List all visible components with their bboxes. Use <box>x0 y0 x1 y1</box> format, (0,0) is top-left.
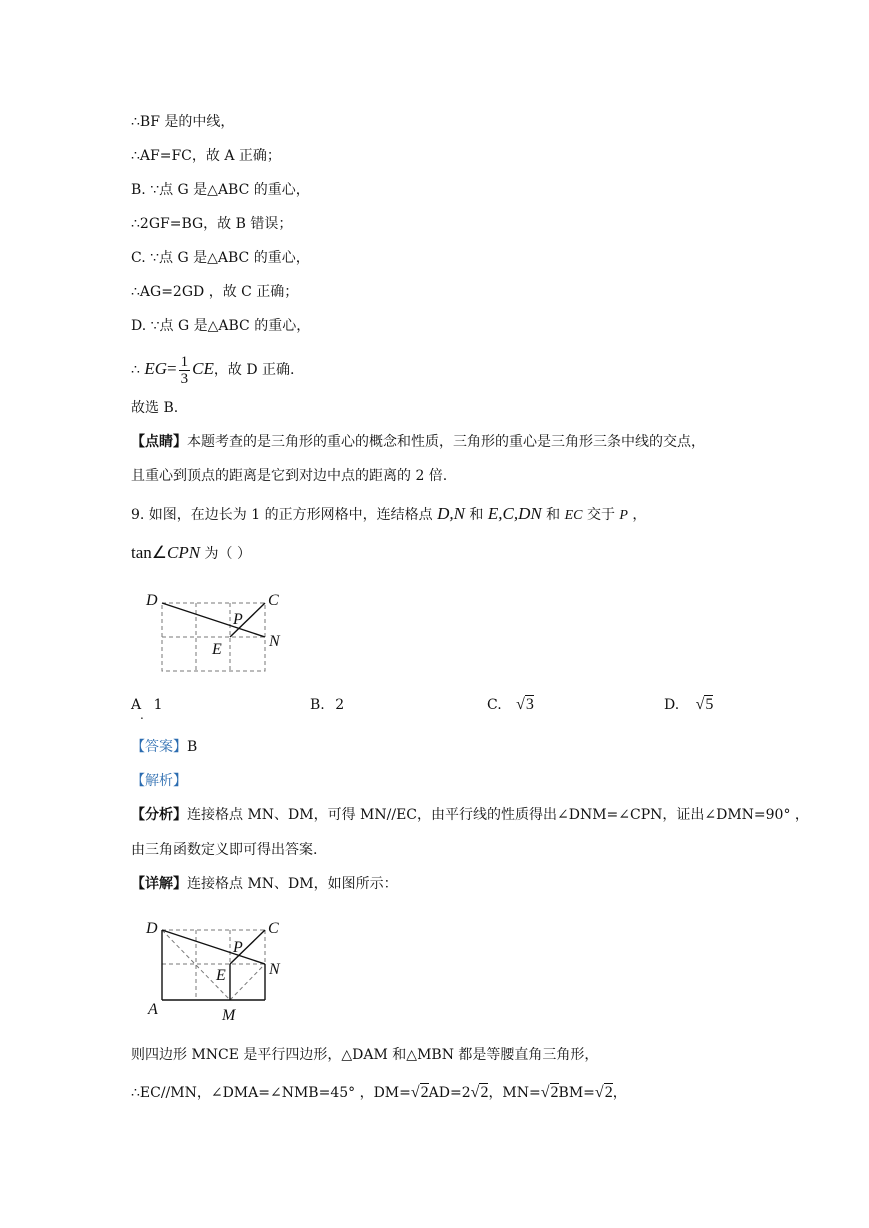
sqrt-two: √2 <box>470 1084 489 1101</box>
radicand: 2 <box>420 1084 429 1101</box>
radicand: 2 <box>550 1084 559 1101</box>
option-d[interactable] <box>664 695 713 715</box>
label-d: D <box>146 592 158 609</box>
option-a[interactable] <box>131 695 163 722</box>
question-9 <box>131 504 646 526</box>
math-cpn: CPN <box>167 543 201 562</box>
analysis-heading <box>131 771 187 791</box>
label-e: E <box>212 641 222 658</box>
math-equals: = <box>167 359 177 378</box>
final-text: ，MN= <box>488 1085 541 1101</box>
label-c: C <box>268 592 279 609</box>
label-n: N <box>269 961 280 978</box>
fenxi-line-2: 由三角函数定义即可得出答案. <box>131 842 318 858</box>
sqrt-five: √5 <box>695 696 714 713</box>
question-text: 交于 <box>582 507 620 523</box>
question-blank: 为（ ） <box>200 546 251 562</box>
label-m: M <box>222 1007 236 1024</box>
fraction-denominator: 3 <box>180 370 189 387</box>
option-c[interactable] <box>487 695 534 715</box>
segment-dn <box>162 930 265 964</box>
sqrt-three: √3 <box>516 696 534 713</box>
final-text: ， <box>612 1085 627 1101</box>
fraction-line <box>131 352 294 387</box>
therefore-symbol: ∴ <box>131 362 140 378</box>
grid-figure-1 <box>140 588 290 676</box>
question-text: 和 <box>464 507 488 523</box>
final-text: ∴EC//MN，∠DMA=∠NMB=45° ，DM= <box>131 1085 411 1101</box>
comment-tag: 【点睛】 <box>131 434 187 450</box>
math-dn: D,N <box>437 504 465 523</box>
math-ce: CE <box>192 359 214 378</box>
fenxi-tag: 【分析】 <box>131 807 187 823</box>
solution-line: B. ∵点 G 是△ABC 的重心， <box>131 182 310 198</box>
answer-tag: 【答案】 <box>131 739 187 755</box>
solution-line: D. ∵点 G 是△ABC 的重心， <box>131 318 311 334</box>
solution-line: ∴AG=2GD ，故 C 正确； <box>131 284 299 300</box>
option-c-label: C. <box>487 697 502 713</box>
option-d-label: D. <box>664 697 680 713</box>
question-9-tan <box>131 543 251 564</box>
label-e: E <box>216 967 226 984</box>
segment-dn <box>162 603 265 637</box>
conclusion-line: 则四边形 MNCE 是平行四边形，△DAM 和△MBN 都是等腰直角三角形， <box>131 1047 599 1063</box>
conclusion-text: ，故 D 正确. <box>213 362 295 378</box>
question-text: 和 <box>541 507 565 523</box>
math-ec-dn: E,C,DN <box>487 504 542 523</box>
xiangjie-line <box>131 874 398 894</box>
option-a-label: A <box>131 697 142 713</box>
math-tan: tan∠ <box>131 543 168 562</box>
option-a-value: 1 <box>153 697 163 713</box>
comment-text: 本题考查的是三角形的重心的概念和性质，三角形的重心是三角形三条中线的交点， <box>187 434 705 450</box>
final-text: BM= <box>558 1085 595 1101</box>
xiangjie-tag: 【详解】 <box>131 876 187 892</box>
solution-line: ∴BF 是的中线， <box>131 114 235 130</box>
math-p: P <box>619 508 628 523</box>
comment-line: 且重心到顶点的距离是它到对边中点的距离的 2 倍. <box>131 468 448 484</box>
answer-value: B <box>187 739 198 755</box>
math-eg: EG <box>144 359 168 378</box>
grid-figure-2 <box>140 916 300 1026</box>
math-ec: EC <box>564 508 583 523</box>
fraction-one-third <box>179 354 191 387</box>
option-b-value: 2 <box>335 697 345 713</box>
label-c: C <box>268 920 279 937</box>
radicand: 5 <box>705 696 714 713</box>
fenxi-line <box>131 805 809 825</box>
option-b-label: B. <box>310 697 325 713</box>
answer-line <box>131 737 197 757</box>
label-a: A <box>148 1001 158 1018</box>
solution-line: ∴2GF=BG，故 B 错误； <box>131 216 293 232</box>
radicand: 3 <box>525 696 534 713</box>
radicand: 2 <box>604 1084 613 1101</box>
fenxi-text: 连接格点 MN、DM，可得 MN//EC，由平行线的性质得出∠DNM=∠CPN，证出∠DMN=90° ， <box>187 807 809 823</box>
segment-mn <box>230 964 265 1000</box>
label-d: D <box>146 920 158 937</box>
sqrt-two: √2 <box>594 1084 613 1101</box>
label-p: P <box>233 611 243 628</box>
question-text: 9. 如图，在边长为 1 的正方形网格中，连结格点 <box>131 507 438 523</box>
solution-line: ∴AF=FC，故 A 正确； <box>131 148 281 164</box>
xiangjie-text: 连接格点 MN、DM，如图所示： <box>187 876 398 892</box>
question-text: ， <box>627 507 647 523</box>
radicand: 2 <box>480 1084 489 1101</box>
sqrt-two: √2 <box>540 1084 559 1101</box>
option-a-dot: . <box>140 708 144 722</box>
analysis-tag: 【解析】 <box>131 773 187 789</box>
option-b[interactable] <box>310 695 344 715</box>
sqrt-two: √2 <box>410 1084 429 1101</box>
solution-line: 故选 B. <box>131 400 179 416</box>
label-n: N <box>269 633 280 650</box>
fraction-numerator: 1 <box>180 353 189 370</box>
comment-line <box>131 432 705 452</box>
final-line <box>131 1083 627 1103</box>
solution-line: C. ∵点 G 是△ABC 的重心， <box>131 250 310 266</box>
label-p: P <box>233 939 243 956</box>
final-text: AD=2 <box>428 1085 471 1101</box>
